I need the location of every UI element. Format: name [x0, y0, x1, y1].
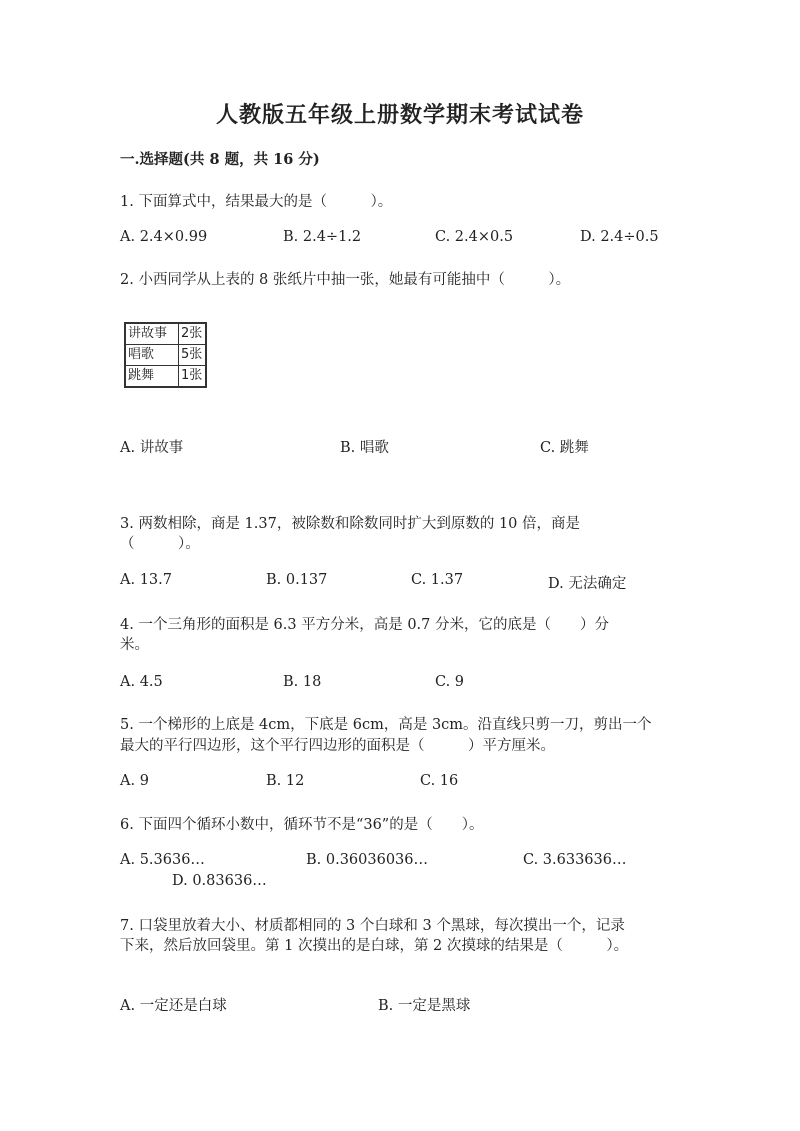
question-4-option-c: C. 9 — [435, 674, 465, 690]
question-7-option-b: B. 一定是黑球 — [378, 998, 471, 1014]
question-3-option-b: B. 0.137 — [266, 572, 328, 588]
question-1-option-a: A. 2.4×0.99 — [120, 229, 208, 245]
question-5-option-a: A. 9 — [120, 773, 149, 789]
question-4-option-a: A. 4.5 — [120, 674, 163, 690]
question-3-option-c: C. 1.37 — [411, 572, 464, 588]
table-row — [125, 345, 206, 366]
question-6-option-c: C. 3.633636… — [523, 852, 627, 868]
table-cell: 唱歌 — [125, 345, 179, 366]
question-3-option-d: D. 无法确定 — [548, 576, 627, 592]
table-cell: 1张 — [179, 366, 207, 388]
question-4-stem-line1: 4. 一个三角形的面积是 6.3 平方分米，高是 0.7 分米，它的底是（ ）分 — [120, 617, 609, 633]
question-5-stem-line2: 最大的平行四边形，这个平行四边形的面积是（ ）平方厘米。 — [120, 738, 555, 754]
section-heading: 一.选择题(共 8 题，共 16 分) — [120, 151, 320, 168]
question-4-stem-line2: 米。 — [120, 637, 149, 653]
question-6-stem: 6. 下面四个循环小数中，循环节不是“36”的是（ ）。 — [120, 817, 484, 833]
question-6-option-b: B. 0.36036036… — [306, 852, 429, 868]
page-title: 人教版五年级上册数学期末考试试卷 — [215, 102, 584, 128]
question-5-option-b: B. 12 — [266, 773, 305, 789]
table-cell: 5张 — [179, 345, 207, 366]
question-5-option-c: C. 16 — [420, 773, 459, 789]
question-3-stem-line2: （ ）。 — [120, 536, 200, 552]
question-6-option-a: A. 5.3636… — [120, 852, 205, 868]
question-6-option-d: D. 0.83636… — [172, 873, 267, 889]
question-2-stem: 2. 小西同学从上表的 8 张纸片中抽一张，她最有可能抽中（ ）。 — [120, 272, 571, 288]
table-cell: 讲故事 — [125, 323, 179, 345]
question-1-option-d: D. 2.4÷0.5 — [580, 229, 659, 245]
table-cell: 跳舞 — [125, 366, 179, 388]
question-4-option-b: B. 18 — [283, 674, 322, 690]
question-2-table — [124, 322, 207, 388]
table-cell: 2张 — [179, 323, 207, 345]
question-7-stem-line2: 下来，然后放回袋里。第 1 次摸出的是白球，第 2 次摸球的结果是（ ）。 — [120, 938, 629, 954]
question-1-option-c: C. 2.4×0.5 — [435, 229, 514, 245]
question-3-option-a: A. 13.7 — [120, 572, 172, 588]
table-row — [125, 366, 206, 388]
question-5-stem-line1: 5. 一个梯形的上底是 4cm，下底是 6cm，高是 3cm。沿直线只剪一刀，剪出一个 — [120, 717, 652, 733]
table-row — [125, 323, 206, 345]
question-3-stem-line1: 3. 两数相除，商是 1.37，被除数和除数同时扩大到原数的 10 倍，商是 — [120, 516, 581, 532]
question-7-option-a: A. 一定还是白球 — [120, 998, 227, 1014]
question-1-stem: 1. 下面算式中，结果最大的是（ ）。 — [120, 194, 393, 210]
question-1-option-b: B. 2.4÷1.2 — [283, 229, 362, 245]
question-7-stem-line1: 7. 口袋里放着大小、材质都相同的 3 个白球和 3 个黑球，每次摸出一个，记录 — [120, 918, 625, 934]
question-2-option-a: A. 讲故事 — [120, 440, 184, 456]
question-2-option-c: C. 跳舞 — [540, 440, 589, 456]
question-2-option-b: B. 唱歌 — [340, 440, 389, 456]
